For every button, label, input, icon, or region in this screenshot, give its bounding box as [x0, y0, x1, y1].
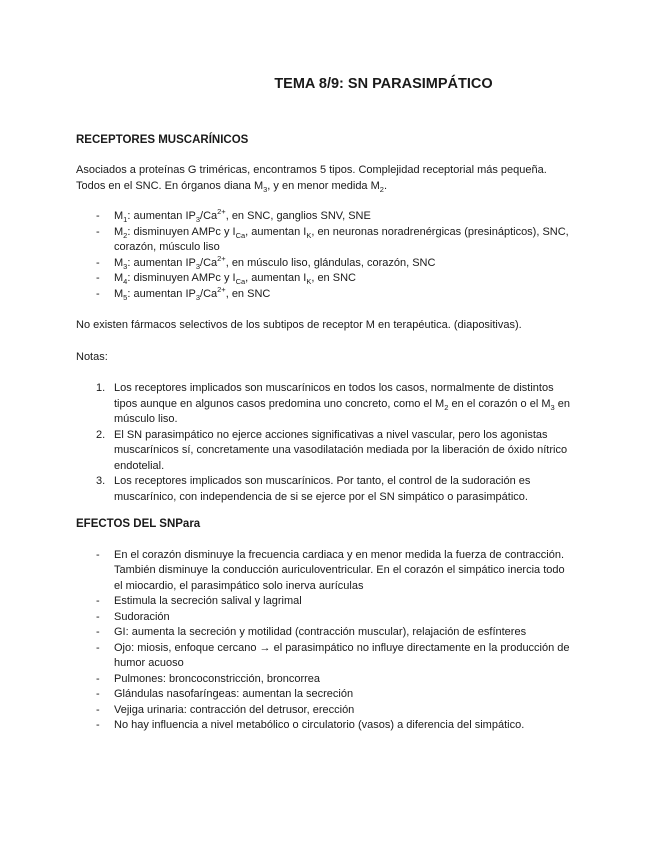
list-item: - Sudoración	[76, 610, 571, 626]
list-item: - Estimula la secreción salival y lagrimal	[76, 594, 571, 610]
page-title: TEMA 8/9: SN PARASIMPÁTICO	[274, 76, 493, 92]
list-item: - Ojo: miosis, enfoque cercano → el parasimpático no influye directamente en la producción de humor acuoso	[76, 641, 571, 672]
list-item: 3. Los receptores implicados son muscarínicos. Por tanto, el control de la sudoración es muscarínico, con independencia de si se ejerce por el SN simpático o parasimpático.	[96, 475, 531, 503]
list-item: - No hay influencia a nivel metabólico o circulatorio (vasos) a diferencia del simpático.	[76, 718, 571, 734]
list-item: - Pulmones: broncoconstricción, broncorrea	[76, 672, 571, 688]
notas-heading: Notas:	[76, 350, 108, 363]
list-item: - $M_4$: disminuyen AMPc y $I_{Ca}$, aumentan $I_K$, en SNC	[76, 271, 571, 287]
list-item: - GI: aumenta la secreción y motilidad (contracción muscular), relajación de esfínteres	[76, 625, 571, 641]
list-item: 1. Los receptores implicados son muscarínicos en todos los casos, normalmente de distintos tipos aunque en algunos casos predomina uno concreto, como el $M_2$ en el corazón o el $M_3$ en músculo liso.	[96, 382, 570, 425]
list-item: - $M_3$: aumentan $IP_3/Ca^{2+}$, en músculo liso, glándulas, corazón, SNC	[76, 256, 571, 272]
section-heading-efectos: EFECTOS DEL SNPara	[76, 518, 201, 530]
list-item: - En el corazón disminuye la frecuencia cardiaca y en menor medida la fuerza de contracción. También disminuye la conducción auriculoventricular. En el corazón el simpático inercia todo el miocardio, el parasimpático solo inerva aurículas	[76, 548, 571, 595]
receptor-list	[76, 209, 571, 302]
intro-line2: Todos en el SNC. En órganos diana $M_3$, y en menor medida $M_2$.	[76, 179, 388, 194]
list-item: - $M_5$: aumentan $IP_3/Ca^{2+}$, en SNC	[76, 287, 571, 303]
list-item: 2. El SN parasimpático no ejerce acciones significativas a nivel vascular, pero los agonistas muscarínicos sí, concretamente una vasodilatación mediada por la liberación de óxido nítrico endotelial.	[96, 428, 568, 472]
efectos-list	[76, 548, 571, 734]
list-item: - Glándulas nasofaríngeas: aumentan la secreción	[76, 687, 571, 703]
list-item: - $M_2$: disminuyen AMPc y $I_{Ca}$, aumentan $I_K$, en neuronas noradrenérgicas (presinápticos), SNC, corazón, músculo liso	[76, 225, 571, 256]
list-item: - Vejiga urinaria: contracción del detrusor, erección	[76, 703, 571, 719]
list-item: - $M_1$: aumentan $IP_3/Ca^{2+}$, en SNC, ganglios SNV, SNE	[76, 209, 571, 225]
section-heading-receptores: RECEPTORES MUSCARÍNICOS	[76, 133, 249, 146]
notes-list	[76, 381, 571, 505]
no-farmacos-paragraph: No existen fármacos selectivos de los subtipos de receptor M en terapéutica. (diapositivas).	[76, 319, 522, 331]
intro-paragraph: Asociados a proteínas G triméricas, encontramos 5 tipos. Complejidad receptorial más pequeña.	[76, 164, 547, 176]
